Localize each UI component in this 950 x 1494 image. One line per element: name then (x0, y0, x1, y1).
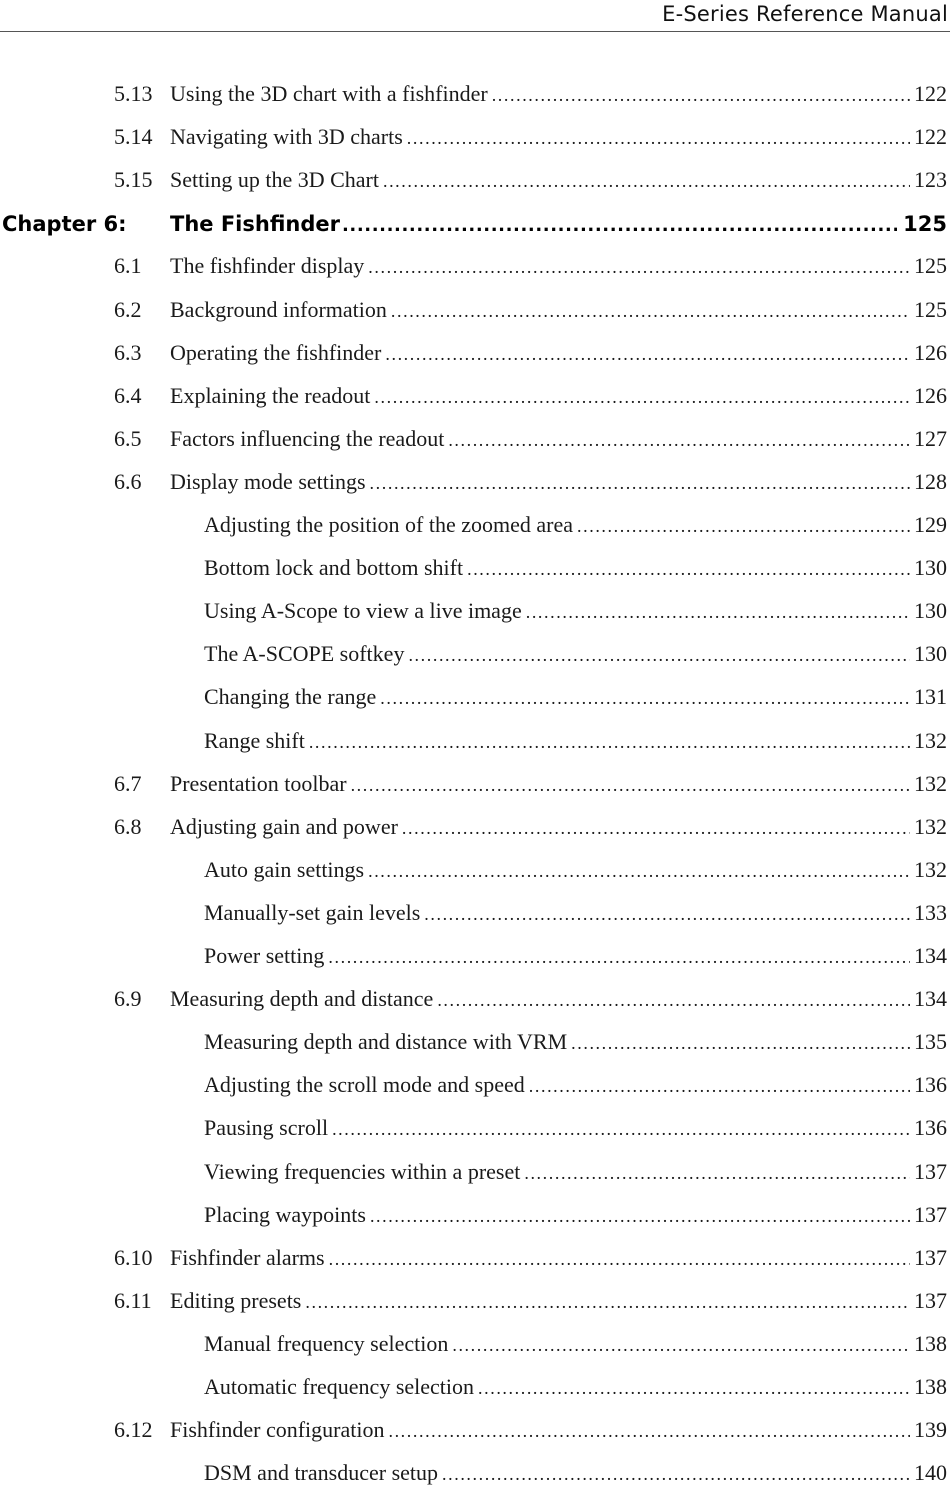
chapter-page-number: 125 (903, 212, 947, 236)
entry-title: Presentation toolbar (170, 771, 347, 796)
page-number: 138 (914, 1374, 947, 1399)
entry-title: Measuring depth and distance with VRM (204, 1029, 568, 1054)
chapter-title: The Fishfinder (170, 212, 340, 236)
entry-title: Using the 3D chart with a fishfinder (170, 81, 488, 106)
toc-subsection-entry[interactable] (0, 677, 950, 717)
dot-leader (385, 334, 910, 374)
page-number: 122 (914, 81, 947, 106)
dot-leader (328, 937, 910, 977)
toc-subsection-entry[interactable] (0, 1453, 950, 1493)
entry-title: Adjusting the scroll mode and speed (204, 1072, 525, 1097)
page-number: 132 (914, 857, 947, 882)
page-number: 125 (914, 253, 947, 278)
toc-section-entry[interactable] (0, 462, 950, 502)
toc-chapter-entry[interactable] (0, 204, 950, 244)
entry-title: The fishfinder display (170, 253, 365, 278)
toc-subsection-entry[interactable] (0, 1022, 950, 1062)
page-number: 135 (914, 1029, 947, 1054)
toc-subsection-entry[interactable] (0, 1195, 950, 1235)
entry-title: Background information (170, 297, 387, 322)
toc-subsection-entry[interactable] (0, 505, 950, 545)
entry-title: Range shift (204, 728, 305, 753)
header-divider (0, 31, 950, 32)
entry-title: Placing waypoints (204, 1202, 366, 1227)
chapter-label: Chapter 6: (2, 212, 127, 236)
section-number: 6.1 (114, 253, 142, 278)
toc-section-entry[interactable] (0, 160, 950, 200)
section-number: 6.11 (114, 1288, 152, 1313)
entry-title: Power setting (204, 943, 325, 968)
entry-title: Factors influencing the readout (170, 426, 445, 451)
page-number: 123 (914, 167, 947, 192)
dot-leader (380, 678, 910, 718)
toc-section-entry[interactable] (0, 246, 950, 286)
entry-title: Fishfinder configuration (170, 1417, 385, 1442)
entry-title: Measuring depth and distance (170, 986, 434, 1011)
entry-title: Using A-Scope to view a live image (204, 598, 522, 623)
toc-subsection-entry[interactable] (0, 1152, 950, 1192)
toc-subsection-entry[interactable] (0, 850, 950, 890)
dot-leader (529, 1066, 910, 1106)
entry-title: Bottom lock and bottom shift (204, 555, 464, 580)
entry-title: Adjusting the position of the zoomed area (204, 512, 574, 537)
toc-section-entry[interactable] (0, 764, 950, 804)
dot-leader (342, 206, 897, 246)
toc-section-entry[interactable] (0, 117, 950, 157)
toc-section-entry[interactable] (0, 419, 950, 459)
toc-subsection-entry[interactable] (0, 591, 950, 631)
entry-title: Display mode settings (170, 469, 366, 494)
dot-leader (478, 1368, 910, 1408)
toc-subsection-entry[interactable] (0, 548, 950, 588)
entry-title: Adjusting gain and power (170, 814, 398, 839)
entry-title: The A-SCOPE softkey (204, 641, 405, 666)
entry-title: Changing the range (204, 684, 377, 709)
entry-title: Auto gain settings (204, 857, 365, 882)
dot-leader (424, 894, 910, 934)
entry-title: Explaining the readout (170, 383, 371, 408)
dot-leader (448, 420, 910, 460)
dot-leader (351, 765, 910, 805)
page-number: 137 (914, 1202, 947, 1227)
page-number: 126 (914, 383, 947, 408)
section-number: 5.14 (114, 124, 153, 149)
page-number: 130 (914, 598, 947, 623)
page-number: 137 (914, 1245, 947, 1270)
toc-section-entry[interactable] (0, 1281, 950, 1321)
entry-title: Manually-set gain levels (204, 900, 421, 925)
dot-leader (332, 1109, 910, 1149)
dot-leader (391, 291, 910, 331)
entry-title: Editing presets (170, 1288, 302, 1313)
toc-subsection-entry[interactable] (0, 893, 950, 933)
dot-leader (437, 980, 910, 1020)
page-number: 125 (914, 297, 947, 322)
page-number: 137 (914, 1288, 947, 1313)
dot-leader (370, 463, 910, 503)
entry-title: Automatic frequency selection (204, 1374, 475, 1399)
page-number: 132 (914, 771, 947, 796)
dot-leader (467, 549, 910, 589)
toc-section-entry[interactable] (0, 333, 950, 373)
toc-section-entry[interactable] (0, 1238, 950, 1278)
section-number: 5.13 (114, 81, 153, 106)
dot-leader (407, 118, 910, 158)
dot-leader (452, 1325, 910, 1365)
section-number: 6.8 (114, 814, 142, 839)
section-number: 6.3 (114, 340, 142, 365)
page-number: 128 (914, 469, 947, 494)
dot-leader (571, 1023, 910, 1063)
toc-section-entry[interactable] (0, 74, 950, 114)
section-number: 6.6 (114, 469, 142, 494)
section-number: 6.5 (114, 426, 142, 451)
section-number: 6.2 (114, 297, 142, 322)
section-number: 6.4 (114, 383, 142, 408)
section-number: 5.15 (114, 167, 153, 192)
toc-section-entry[interactable] (0, 1410, 950, 1450)
toc-subsection-entry[interactable] (0, 1324, 950, 1364)
dot-leader (305, 1282, 910, 1322)
dot-leader (370, 1196, 910, 1236)
entry-title: Pausing scroll (204, 1115, 329, 1140)
page-number: 134 (914, 986, 947, 1011)
page-number: 130 (914, 641, 947, 666)
entry-title: Manual frequency selection (204, 1331, 449, 1356)
dot-leader (383, 161, 910, 201)
page-number: 134 (914, 943, 947, 968)
dot-leader (329, 1239, 910, 1279)
page-number: 138 (914, 1331, 947, 1356)
dot-leader (526, 592, 910, 632)
entry-title: Viewing frequencies within a preset (204, 1159, 521, 1184)
page-number: 137 (914, 1159, 947, 1184)
section-number: 6.9 (114, 986, 142, 1011)
page-number: 136 (914, 1115, 947, 1140)
dot-leader (408, 635, 910, 675)
dot-leader (374, 377, 910, 417)
manual-title: E-Series Reference Manual (662, 2, 948, 26)
toc-subsection-entry[interactable] (0, 936, 950, 976)
page-number: 130 (914, 555, 947, 580)
section-number: 6.12 (114, 1417, 153, 1442)
entry-title: Navigating with 3D charts (170, 124, 403, 149)
dot-leader (309, 722, 910, 762)
page-number: 132 (914, 814, 947, 839)
dot-leader (388, 1411, 910, 1451)
entry-title: Setting up the 3D Chart (170, 167, 379, 192)
page-number: 132 (914, 728, 947, 753)
dot-leader (368, 247, 910, 287)
dot-leader (524, 1153, 910, 1193)
toc-subsection-entry[interactable] (0, 721, 950, 761)
dot-leader (402, 808, 910, 848)
page-number: 139 (914, 1417, 947, 1442)
page-number: 122 (914, 124, 947, 149)
toc-section-entry[interactable] (0, 290, 950, 330)
toc-subsection-entry[interactable] (0, 1367, 950, 1407)
dot-leader (492, 75, 910, 115)
entry-title: DSM and transducer setup (204, 1460, 439, 1485)
section-number: 6.10 (114, 1245, 153, 1270)
toc-section-entry[interactable] (0, 979, 950, 1019)
toc-section-entry[interactable] (0, 376, 950, 416)
page-number: 129 (914, 512, 947, 537)
toc-section-entry[interactable] (0, 807, 950, 847)
page-number: 131 (914, 684, 947, 709)
dot-leader (442, 1454, 910, 1494)
dot-leader (577, 506, 910, 546)
toc-subsection-entry[interactable] (0, 1065, 950, 1105)
entry-title: Operating the fishfinder (170, 340, 382, 365)
page-number: 136 (914, 1072, 947, 1097)
section-number: 6.7 (114, 771, 142, 796)
toc-subsection-entry[interactable] (0, 1108, 950, 1148)
page-number: 126 (914, 340, 947, 365)
page-number: 133 (914, 900, 947, 925)
page-number: 140 (914, 1460, 947, 1485)
toc-subsection-entry[interactable] (0, 634, 950, 674)
dot-leader (368, 851, 910, 891)
entry-title: Fishfinder alarms (170, 1245, 325, 1270)
page-number: 127 (914, 426, 947, 451)
